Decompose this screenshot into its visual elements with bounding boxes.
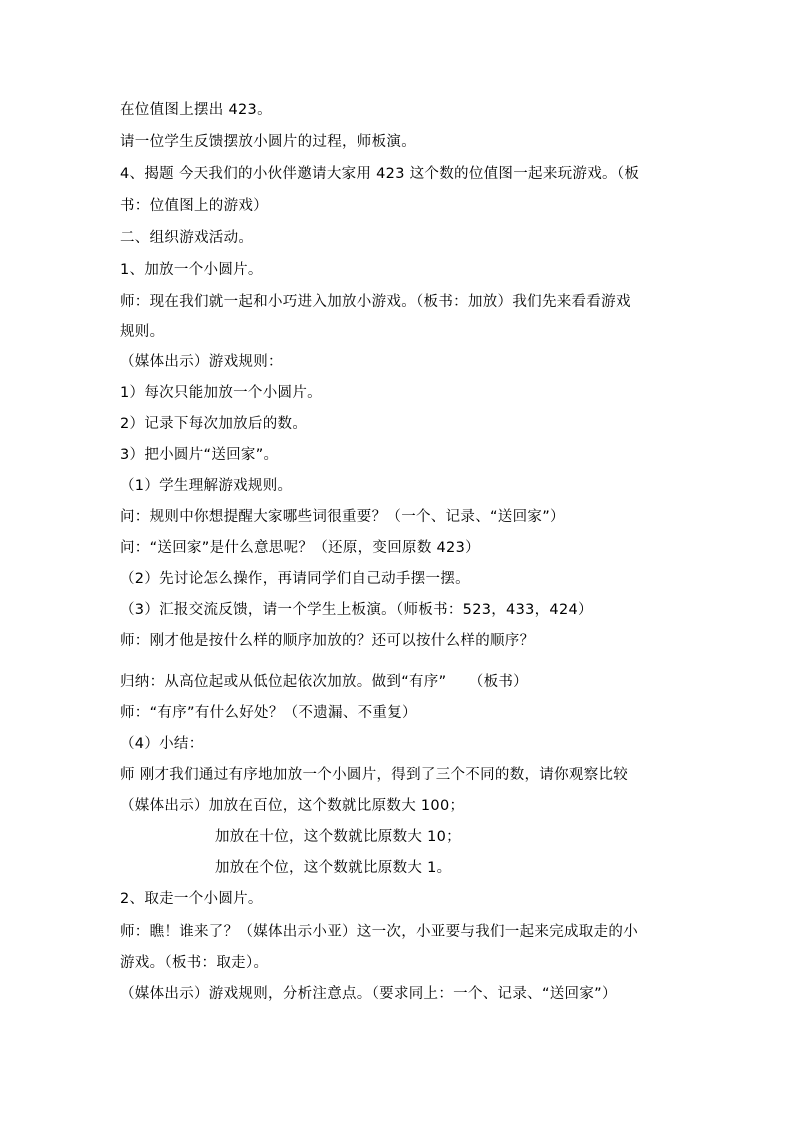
text-line: 加放在十位，这个数就比原数大 10； xyxy=(215,829,461,845)
text-line: 规则。 xyxy=(120,324,165,340)
text-line: （2）先讨论怎么操作，再请同学们自己动手摆一摆。 xyxy=(120,571,470,587)
text-line: 书：位值图上的游戏） xyxy=(120,198,268,214)
text-line: 师：现在我们就一起和小巧进入加放小游戏。（板书：加放）我们先来看看游戏 xyxy=(120,294,631,310)
rule-item: 2）记录下每次加放后的数。 xyxy=(120,416,308,432)
text-line: 问：“送回家”是什么意思呢？（还原，变回原数 423） xyxy=(120,540,480,556)
text-line: 在位值图上摆出 423。 xyxy=(120,102,272,118)
text-line: 问：规则中你想提醒大家哪些词很重要？（一个、记录、“送回家”） xyxy=(120,509,565,525)
text-line: 游戏。（板书：取走）。 xyxy=(120,955,269,971)
text-line: 归纳：从高位起或从低位起依次加放。做到“有序” （板书） xyxy=(120,674,528,690)
subsection-heading: 1、加放一个小圆片。 xyxy=(120,262,263,278)
section-heading: 二、组织游戏活动。 xyxy=(120,230,254,246)
text-line: （4）小结： xyxy=(120,736,204,752)
text-line: 加放在个位，这个数就比原数大 1。 xyxy=(215,860,452,876)
text-line: 师：刚才他是按什么样的顺序加放的？还可以按什么样的顺序？ xyxy=(120,633,535,649)
text-line: （媒体出示）游戏规则，分析注意点。（要求同上：一个、记录、“送回家”） xyxy=(120,986,617,1002)
subsection-heading: 2、取走一个小圆片。 xyxy=(120,891,263,907)
text-line: （媒体出示）加放在百位，这个数就比原数大 100； xyxy=(120,798,465,814)
text-line: 师：“有序”有什么好处？（不遗漏、不重复） xyxy=(120,705,417,721)
text-line: （3）汇报交流反馈，请一个学生上板演。（师板书：523，433，424） xyxy=(120,602,593,618)
text-line: （媒体出示）游戏规则： xyxy=(120,354,283,370)
text-line: 请一位学生反馈摆放小圆片的过程，师板演。 xyxy=(120,134,416,150)
text-line: 师 刚才我们通过有序地加放一个小圆片，得到了三个不同的数，请你观察比较 xyxy=(120,767,629,783)
text-line: 4、揭题 今天我们的小伙伴邀请大家用 423 这个数的位值图一起来玩游戏。（板 xyxy=(120,166,640,182)
text-line: 师：瞧！谁来了？（媒体出示小亚）这一次，小亚要与我们一起来完成取走的小 xyxy=(120,924,638,940)
rule-item: 3）把小圆片“送回家”。 xyxy=(120,447,279,463)
rule-item: 1）每次只能加放一个小圆片。 xyxy=(120,385,322,401)
text-line: （1）学生理解游戏规则。 xyxy=(120,478,293,494)
